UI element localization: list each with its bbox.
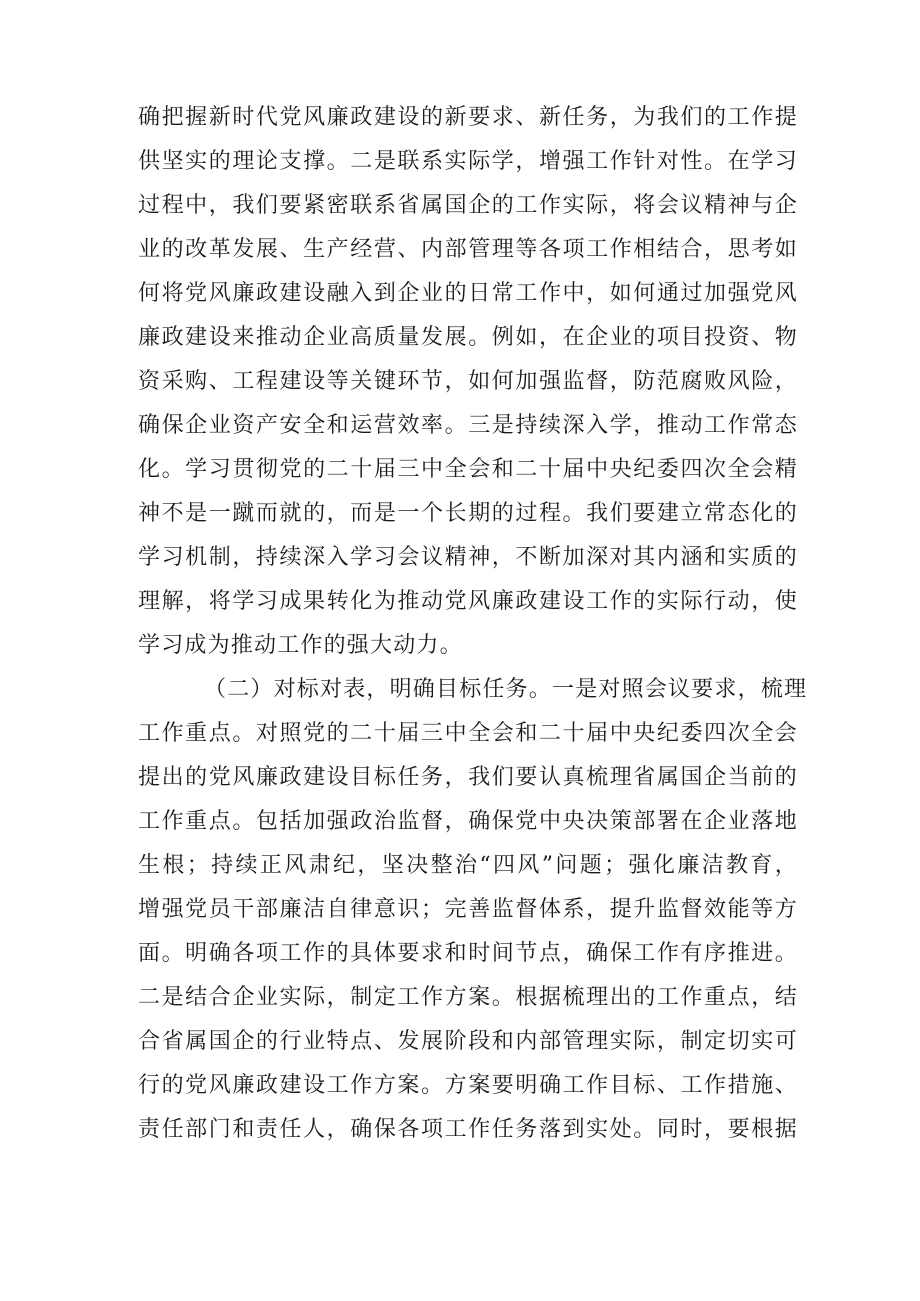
text-line: 工作重点。对照党的二十届三中全会和二十届中央纪委四次全会 bbox=[138, 721, 798, 746]
text-line: 行的党风廉政建设工作方案。方案要明确工作目标、工作措施、 bbox=[138, 1073, 798, 1098]
paragraph-2 bbox=[138, 668, 808, 1152]
text-line: 资采购、工程建设等关键环节，如何加强监督，防范腐败风险， bbox=[138, 369, 798, 394]
text-line: 二是结合企业实际，制定工作方案。根据梳理出的工作重点，结 bbox=[138, 985, 798, 1010]
paragraph-1 bbox=[138, 96, 798, 668]
text-line: 过程中，我们要紧密联系省属国企的工作实际，将会议精神与企 bbox=[138, 193, 798, 218]
text-line: 生根；持续正风肃纪，坚决整治“四风”问题；强化廉洁教育， bbox=[138, 853, 798, 878]
text-line: 面。明确各项工作的具体要求和时间节点，确保工作有序推进。 bbox=[138, 941, 798, 966]
text-line: 神不是一蹴而就的，而是一个长期的过程。我们要建立常态化的 bbox=[138, 501, 798, 526]
text-line: 责任部门和责任人，确保各项工作任务落到实处。同时，要根据 bbox=[138, 1117, 798, 1142]
text-line: 增强党员干部廉洁自律意识；完善监督体系，提升监督效能等方 bbox=[138, 897, 798, 922]
text-line: 理解，将学习成果转化为推动党风廉政建设工作的实际行动，使 bbox=[138, 589, 798, 614]
text-line: 合省属国企的行业特点、发展阶段和内部管理实际，制定切实可 bbox=[138, 1029, 798, 1054]
text-line: 学习机制，持续深入学习会议精神，不断加深对其内涵和实质的 bbox=[138, 545, 798, 570]
text-line: 供坚实的理论支撑。二是联系实际学，增强工作针对性。在学习 bbox=[138, 149, 798, 174]
text-line: 廉政建设来推动企业高质量发展。例如，在企业的项目投资、物 bbox=[138, 325, 798, 350]
text-line: 提出的党风廉政建设目标任务，我们要认真梳理省属国企当前的 bbox=[138, 765, 798, 790]
text-line: 确把握新时代党风廉政建设的新要求、新任务，为我们的工作提 bbox=[138, 105, 798, 130]
document-body bbox=[138, 96, 808, 1152]
text-line: 工作重点。包括加强政治监督，确保党中央决策部署在企业落地 bbox=[138, 809, 798, 834]
text-line: 学习成为推动工作的强大动力。 bbox=[138, 633, 463, 658]
text-line: 业的改革发展、生产经营、内部管理等各项工作相结合，思考如 bbox=[138, 237, 798, 262]
text-line: 确保企业资产安全和运营效率。三是持续深入学，推动工作常态 bbox=[138, 413, 798, 438]
text-line: 化。学习贯彻党的二十届三中全会和二十届中央纪委四次全会精 bbox=[138, 457, 798, 482]
text-line: （二）对标对表，明确目标任务。一是对照会议要求，梳理 bbox=[204, 677, 808, 702]
text-line: 何将党风廉政建设融入到企业的日常工作中，如何通过加强党风 bbox=[138, 281, 798, 306]
